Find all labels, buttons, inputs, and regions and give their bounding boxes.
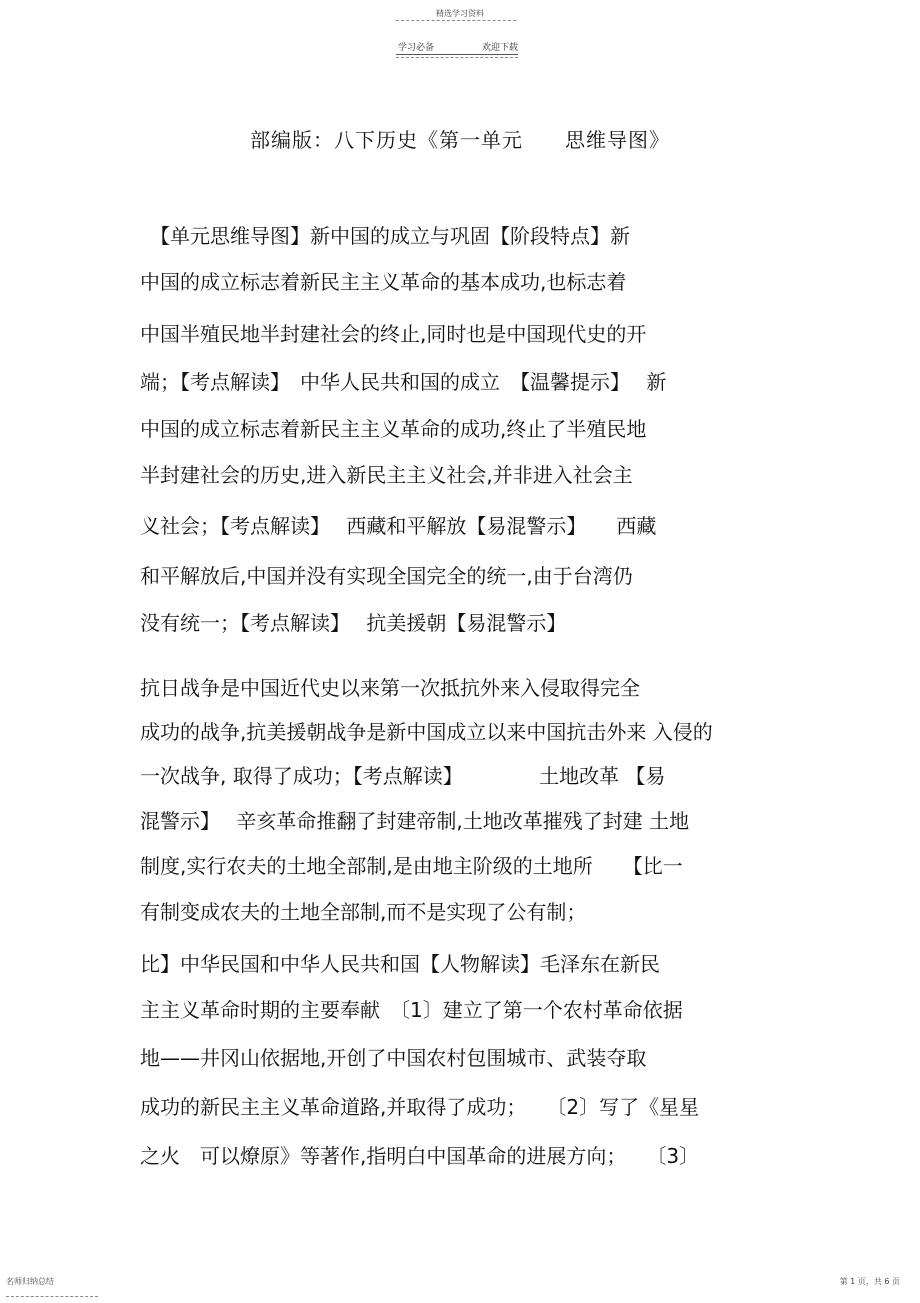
text-line: 抗日战争是中国近代史以来第一次抵抗外来入侵取得完全	[140, 676, 640, 700]
footer-left-label: 名师归纳总结	[6, 1277, 54, 1286]
text-line: 和平解放后,中国并没有实现全国完全的统一,由于台湾仍	[140, 564, 633, 588]
text-line: 成功的战争,抗美援朝战争是新中国成立以来中国抗击外来 入侵的	[140, 720, 713, 744]
text-line: 地——井冈山依据地,开创了中国农村包围城市、武装夺取	[140, 1046, 647, 1070]
text-line: 中国的成立标志着新民主主义革命的成功,终止了半殖民地	[140, 417, 647, 441]
text-line: 主主义革命时期的主要奉献 〔1〕建立了第一个农村革命依据	[140, 998, 683, 1022]
text-line: 中国半殖民地半封建社会的终止,同时也是中国现代史的开	[140, 322, 647, 346]
header-divider	[396, 20, 516, 21]
text-line: 半封建社会的历史,进入新民主主义社会,并非进入社会主	[140, 463, 633, 487]
text-line: 制度,实行农夫的土地全部制,是由地主阶级的土地所 【比一	[140, 854, 683, 878]
header-left-label: 学习必备	[398, 43, 435, 53]
text-line: 混警示】 辛亥革命推翻了封建帝制,土地改革摧残了封建 土地	[140, 809, 690, 833]
text-line: 成功的新民主主义革命道路,并取得了成功； 〔2〕写了《星星	[140, 1095, 700, 1119]
text-line: 之火 可以燎原》等著作,指明白中国革命的进展方向； 〔3〕	[140, 1144, 700, 1168]
text-line: 端；【考点解读】 中华人民共和国的成立 【温馨提示】 新	[140, 370, 667, 394]
text-line: 有制变成农夫的土地全部制,而不是实现了公有制；	[140, 900, 587, 924]
text-line: 比】中华民国和中华人民共和国【人物解读】毛泽东在新民	[140, 952, 660, 976]
header-top-label: 精选学习资料	[436, 9, 484, 18]
text-line: 【单元思维导图】新中国的成立与巩固【阶段特点】新	[140, 224, 630, 248]
header-rule-dashed	[396, 57, 518, 58]
header-rule	[396, 54, 518, 55]
text-line: 一次战争, 取得了成功；【考点解读】 土地改革 【易	[140, 764, 666, 788]
text-line: 没有统一；【考点解读】 抗美援朝【易混警示】	[140, 611, 567, 635]
header-right-label: 欢迎下载	[481, 43, 518, 53]
document-title: 部编版：八下历史《第一单元 思维导图》	[250, 128, 670, 152]
page-number: 第 1 页，共 6 页	[839, 1277, 900, 1286]
footer-divider	[6, 1296, 98, 1297]
text-line: 义社会；【考点解读】 西藏和平解放【易混警示】 西藏	[140, 514, 657, 538]
header-row	[398, 40, 518, 53]
text-line: 中国的成立标志着新民主主义革命的基本成功,也标志着	[140, 270, 627, 294]
